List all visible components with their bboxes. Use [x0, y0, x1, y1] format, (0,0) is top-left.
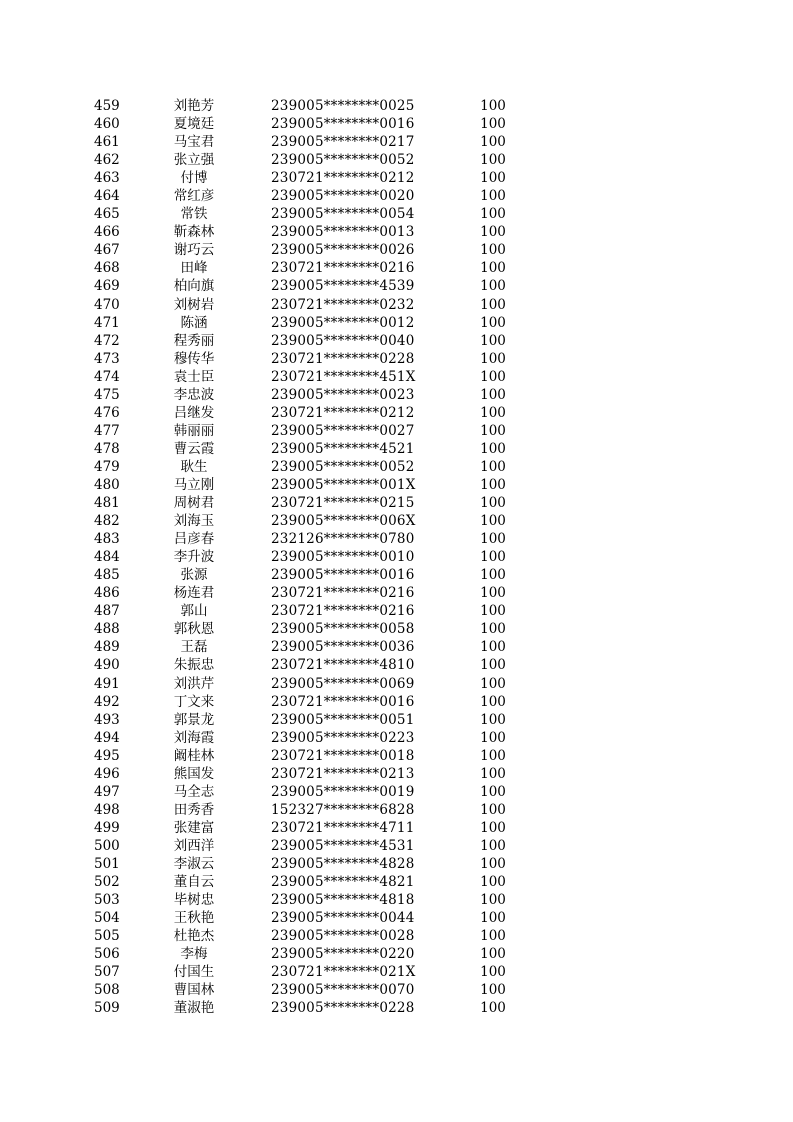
- row-number: 495: [94, 747, 120, 764]
- table-row: [0, 620, 793, 638]
- id-number: 239005********0051: [271, 711, 415, 728]
- table-row: [0, 187, 793, 205]
- id-number: 230721********0216: [271, 603, 415, 620]
- person-name: 吕继发: [173, 404, 215, 421]
- person-name: 熊国发: [173, 765, 215, 782]
- row-number: 492: [94, 693, 120, 710]
- row-number: 465: [94, 206, 120, 223]
- table-row: [0, 729, 793, 747]
- id-number: 239005********4521: [271, 440, 415, 457]
- table-row: [0, 801, 793, 819]
- table-row: [0, 404, 793, 422]
- score: 100: [480, 440, 506, 457]
- table-row: [0, 891, 793, 909]
- table-row: [0, 151, 793, 169]
- score: 100: [480, 531, 506, 548]
- id-number: 239005********0019: [271, 783, 415, 800]
- score: 100: [480, 350, 506, 367]
- id-number: 230721********451X: [271, 368, 416, 385]
- person-name: 刘海玉: [173, 513, 215, 530]
- id-number: 230721********0018: [271, 747, 415, 764]
- person-name: 常红彦: [173, 188, 215, 205]
- id-number: 230721********0216: [271, 585, 415, 602]
- person-name: 李忠波: [173, 386, 215, 403]
- score: 100: [480, 693, 506, 710]
- row-number: 461: [94, 134, 120, 151]
- table-row: [0, 548, 793, 566]
- score: 100: [480, 98, 506, 114]
- table-row: [0, 693, 793, 711]
- id-number: 239005********4531: [271, 837, 415, 854]
- person-name: 郭山: [180, 603, 208, 620]
- person-name: 刘洪芹: [173, 675, 215, 692]
- table-row: [0, 765, 793, 783]
- id-number: 239005********0025: [271, 98, 415, 114]
- table-row: [0, 512, 793, 530]
- score: 100: [480, 386, 506, 403]
- id-number: 239005********0036: [271, 639, 415, 656]
- table-row: [0, 855, 793, 873]
- score: 100: [480, 260, 506, 277]
- id-number: 239005********4539: [271, 278, 415, 295]
- table-row: [0, 566, 793, 584]
- person-name: 韩丽丽: [173, 422, 215, 439]
- score: 100: [480, 982, 506, 999]
- id-number: 239005********0228: [271, 1000, 415, 1017]
- score: 100: [480, 404, 506, 421]
- id-number: 239005********0010: [271, 549, 415, 566]
- table-row: [0, 296, 793, 314]
- person-name: 程秀丽: [173, 332, 215, 349]
- id-number: 230721********0016: [271, 693, 415, 710]
- id-number: 230721********0213: [271, 765, 415, 782]
- person-name: 李升波: [173, 549, 215, 566]
- id-number: 230721********0215: [271, 495, 415, 512]
- score: 100: [480, 964, 506, 981]
- id-number: 239005********0220: [271, 946, 415, 963]
- row-number: 469: [94, 278, 120, 295]
- id-number: 239005********0052: [271, 458, 415, 475]
- table-row: [0, 223, 793, 241]
- table-row: [0, 638, 793, 656]
- score: 100: [480, 332, 506, 349]
- row-number: 478: [94, 440, 120, 457]
- score: 100: [480, 458, 506, 475]
- roster-table: [0, 97, 793, 1017]
- table-row: [0, 999, 793, 1017]
- table-row: [0, 945, 793, 963]
- table-row: [0, 837, 793, 855]
- table-row: [0, 386, 793, 404]
- score: 100: [480, 946, 506, 963]
- id-number: 230721********0228: [271, 350, 415, 367]
- row-number: 484: [94, 549, 120, 566]
- id-number: 239005********0223: [271, 729, 415, 746]
- id-number: 239005********4821: [271, 874, 415, 891]
- id-number: 239005********0052: [271, 152, 415, 169]
- table-row: [0, 422, 793, 440]
- id-number: 239005********0070: [271, 982, 415, 999]
- row-number: 499: [94, 819, 120, 836]
- person-name: 朱振忠: [173, 657, 215, 674]
- score: 100: [480, 910, 506, 927]
- table-row: [0, 584, 793, 602]
- table-row: [0, 783, 793, 801]
- person-name: 董淑艳: [173, 1000, 215, 1017]
- person-name: 田秀香: [173, 801, 215, 818]
- row-number: 468: [94, 260, 120, 277]
- person-name: 李梅: [180, 946, 208, 963]
- person-name: 王秋艳: [173, 910, 215, 927]
- table-row: [0, 981, 793, 999]
- row-number: 477: [94, 422, 120, 439]
- id-number: 239005********0054: [271, 206, 415, 223]
- row-number: 482: [94, 513, 120, 530]
- table-row: [0, 314, 793, 332]
- table-row: [0, 440, 793, 458]
- row-number: 494: [94, 729, 120, 746]
- score: 100: [480, 224, 506, 241]
- table-row: [0, 819, 793, 837]
- score: 100: [480, 134, 506, 151]
- score: 100: [480, 729, 506, 746]
- id-number: 230721********4711: [271, 819, 415, 836]
- id-number: 239005********001X: [271, 476, 416, 493]
- row-number: 476: [94, 404, 120, 421]
- row-number: 483: [94, 531, 120, 548]
- table-row: [0, 909, 793, 927]
- person-name: 靳森林: [173, 224, 215, 241]
- table-row: [0, 169, 793, 187]
- id-number: 239005********0044: [271, 910, 415, 927]
- person-name: 刘西洋: [173, 837, 215, 854]
- person-name: 张建富: [173, 819, 215, 836]
- score: 100: [480, 368, 506, 385]
- row-number: 507: [94, 964, 120, 981]
- score: 100: [480, 422, 506, 439]
- person-name: 陈涵: [180, 314, 208, 331]
- row-number: 481: [94, 495, 120, 512]
- score: 100: [480, 206, 506, 223]
- score: 100: [480, 801, 506, 818]
- row-number: 475: [94, 386, 120, 403]
- id-number: 239005********0023: [271, 386, 415, 403]
- score: 100: [480, 278, 506, 295]
- id-number: 232126********0780: [271, 531, 415, 548]
- score: 100: [480, 639, 506, 656]
- row-number: 496: [94, 765, 120, 782]
- row-number: 473: [94, 350, 120, 367]
- id-number: 239005********0058: [271, 621, 415, 638]
- person-name: 周树君: [173, 495, 215, 512]
- table-row: [0, 368, 793, 386]
- id-number: 239005********0040: [271, 332, 415, 349]
- person-name: 王磊: [180, 639, 208, 656]
- row-number: 493: [94, 711, 120, 728]
- id-number: 230721********021X: [271, 964, 416, 981]
- row-number: 466: [94, 224, 120, 241]
- id-number: 230721********4810: [271, 657, 415, 674]
- person-name: 曹国林: [173, 982, 215, 999]
- row-number: 508: [94, 982, 120, 999]
- score: 100: [480, 837, 506, 854]
- table-row: [0, 963, 793, 981]
- id-number: 239005********0016: [271, 567, 415, 584]
- person-name: 刘艳芳: [173, 98, 215, 114]
- score: 100: [480, 116, 506, 133]
- id-number: 239005********4828: [271, 855, 415, 872]
- row-number: 460: [94, 116, 120, 133]
- score: 100: [480, 170, 506, 187]
- row-number: 501: [94, 855, 120, 872]
- person-name: 谢巧云: [173, 242, 215, 259]
- score: 100: [480, 855, 506, 872]
- id-number: 239005********006X: [271, 513, 416, 530]
- score: 100: [480, 928, 506, 945]
- person-name: 阚桂林: [173, 747, 215, 764]
- score: 100: [480, 621, 506, 638]
- score: 100: [480, 603, 506, 620]
- person-name: 郭景龙: [173, 711, 215, 728]
- person-name: 马宝君: [173, 134, 215, 151]
- score: 100: [480, 657, 506, 674]
- table-row: [0, 530, 793, 548]
- score: 100: [480, 711, 506, 728]
- row-number: 479: [94, 458, 120, 475]
- score: 100: [480, 1000, 506, 1017]
- score: 100: [480, 765, 506, 782]
- table-row: [0, 873, 793, 891]
- person-name: 刘海霞: [173, 729, 215, 746]
- row-number: 498: [94, 801, 120, 818]
- row-number: 509: [94, 1000, 120, 1017]
- table-row: [0, 241, 793, 259]
- person-name: 张源: [180, 567, 208, 584]
- score: 100: [480, 513, 506, 530]
- table-row: [0, 133, 793, 151]
- person-name: 杨连君: [173, 585, 215, 602]
- id-number: 239005********0217: [271, 134, 415, 151]
- row-number: 471: [94, 314, 120, 331]
- row-number: 463: [94, 170, 120, 187]
- score: 100: [480, 675, 506, 692]
- score: 100: [480, 296, 506, 313]
- row-number: 487: [94, 603, 120, 620]
- row-number: 505: [94, 928, 120, 945]
- id-number: 239005********0027: [271, 422, 415, 439]
- person-name: 毕树忠: [173, 892, 215, 909]
- table-row: [0, 115, 793, 133]
- score: 100: [480, 892, 506, 909]
- row-number: 467: [94, 242, 120, 259]
- person-name: 郭秋恩: [173, 621, 215, 638]
- score: 100: [480, 874, 506, 891]
- row-number: 464: [94, 188, 120, 205]
- id-number: 239005********0069: [271, 675, 415, 692]
- person-name: 夏境廷: [173, 116, 215, 133]
- row-number: 470: [94, 296, 120, 313]
- table-row: [0, 711, 793, 729]
- row-number: 506: [94, 946, 120, 963]
- score: 100: [480, 747, 506, 764]
- row-number: 500: [94, 837, 120, 854]
- table-row: [0, 747, 793, 765]
- score: 100: [480, 314, 506, 331]
- person-name: 付国生: [173, 964, 215, 981]
- score: 100: [480, 585, 506, 602]
- person-name: 马全志: [173, 783, 215, 800]
- row-number: 504: [94, 910, 120, 927]
- id-number: 152327********6828: [271, 801, 415, 818]
- person-name: 丁文来: [173, 693, 215, 710]
- table-row: [0, 476, 793, 494]
- row-number: 480: [94, 476, 120, 493]
- id-number: 230721********0216: [271, 260, 415, 277]
- row-number: 491: [94, 675, 120, 692]
- table-row: [0, 259, 793, 277]
- person-name: 张立强: [173, 152, 215, 169]
- id-number: 230721********0212: [271, 170, 415, 187]
- row-number: 462: [94, 152, 120, 169]
- table-row: [0, 675, 793, 693]
- row-number: 488: [94, 621, 120, 638]
- person-name: 曹云霞: [173, 440, 215, 457]
- id-number: 239005********0028: [271, 928, 415, 945]
- person-name: 常铁: [180, 206, 208, 223]
- score: 100: [480, 495, 506, 512]
- id-number: 230721********0212: [271, 404, 415, 421]
- row-number: 474: [94, 368, 120, 385]
- score: 100: [480, 152, 506, 169]
- row-number: 459: [94, 98, 120, 114]
- id-number: 239005********0012: [271, 314, 415, 331]
- table-row: [0, 602, 793, 620]
- person-name: 董自云: [173, 874, 215, 891]
- row-number: 502: [94, 874, 120, 891]
- person-name: 耿生: [180, 458, 208, 475]
- person-name: 李淑云: [173, 855, 215, 872]
- id-number: 239005********0016: [271, 116, 415, 133]
- table-row: [0, 494, 793, 512]
- table-row: [0, 458, 793, 476]
- row-number: 497: [94, 783, 120, 800]
- row-number: 485: [94, 567, 120, 584]
- person-name: 马立刚: [173, 476, 215, 493]
- score: 100: [480, 549, 506, 566]
- id-number: 239005********0013: [271, 224, 415, 241]
- person-name: 吕彦春: [173, 531, 215, 548]
- score: 100: [480, 476, 506, 493]
- table-row: [0, 927, 793, 945]
- id-number: 239005********0020: [271, 188, 415, 205]
- table-row: [0, 350, 793, 368]
- table-row: [0, 277, 793, 295]
- person-name: 刘树岩: [173, 296, 215, 313]
- id-number: 239005********4818: [271, 892, 415, 909]
- row-number: 472: [94, 332, 120, 349]
- table-row: [0, 97, 793, 115]
- person-name: 杜艳杰: [173, 928, 215, 945]
- person-name: 付博: [180, 170, 208, 187]
- table-row: [0, 332, 793, 350]
- row-number: 490: [94, 657, 120, 674]
- person-name: 穆传华: [173, 350, 215, 367]
- person-name: 柏向旗: [173, 278, 215, 295]
- score: 100: [480, 242, 506, 259]
- table-row: [0, 656, 793, 674]
- person-name: 田峰: [180, 260, 208, 277]
- row-number: 503: [94, 892, 120, 909]
- id-number: 239005********0026: [271, 242, 415, 259]
- table-row: [0, 205, 793, 223]
- score: 100: [480, 819, 506, 836]
- row-number: 486: [94, 585, 120, 602]
- score: 100: [480, 567, 506, 584]
- score: 100: [480, 188, 506, 205]
- id-number: 230721********0232: [271, 296, 415, 313]
- score: 100: [480, 783, 506, 800]
- person-name: 袁士臣: [173, 368, 215, 385]
- row-number: 489: [94, 639, 120, 656]
